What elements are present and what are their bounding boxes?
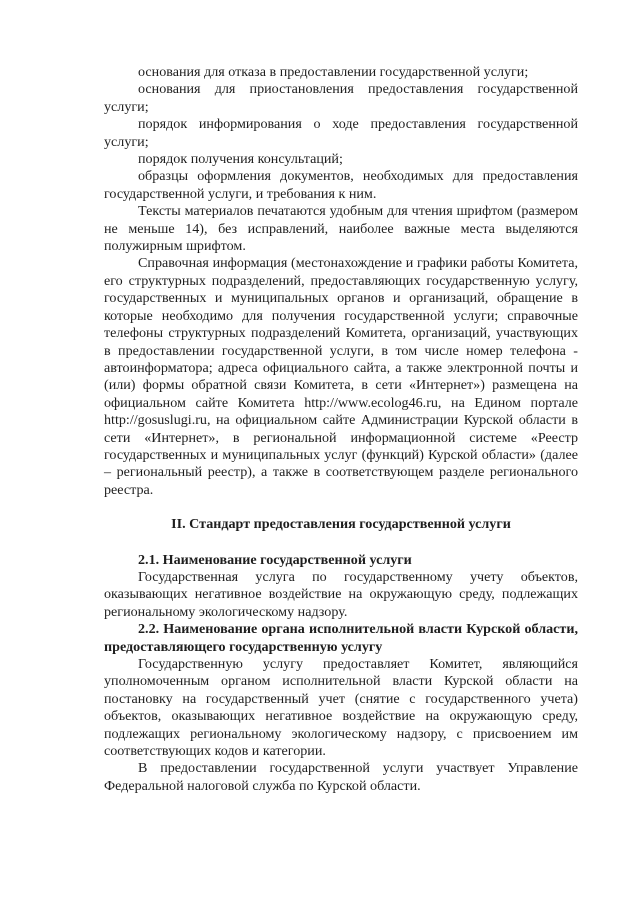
subsection-2-1-title: 2.1. Наименование государственной услуги <box>138 551 412 568</box>
paragraph-progress-info: порядок информирования о ходе предоставления государственной услуги; <box>104 116 578 150</box>
paragraph-text-materials: Тексты материалов печатаются удобным для чтения шрифтом (размером не меньше 14), без исправлений, наиболее важные места выделяются полужирным шрифтом. <box>104 203 578 255</box>
paragraph-consultations: порядок получения консультаций; <box>138 151 343 168</box>
paragraph-reference-info: Справочная информация (местонахождение и графики работы Комитета, его структурных подразделений, предоставляющих государственную услугу, государственных и муниципальных органов и организаций, обращение в которые необходимо для получения государственной услуги; справочные телефоны структурных подразделений Комитета, организаций, участвующих в предоставлении государственной услуги, в том числе номер телефона - автоинформатора; адреса официального сайта, а также электронной почты и (или) формы обратной связи Комитета, в сети «Интернет») размещена на официальном сайте Комитета http://www.ecolog46.ru, на Едином портале http://gosuslugi.ru, на официальном сайте Администрации Курской области в сети «Интернет», в региональной информационной системе «Реестр государственных и муниципальных услуг (функций) Курской области» (далее – региональный реестр), а также в соответствующем разделе регионального реестра. <box>104 255 578 498</box>
paragraph-document-samples: образцы оформления документов, необходимых для предоставления государственной услуги, и требования к ним. <box>104 168 578 202</box>
section-title: II. Стандарт предоставления государственной услуги <box>171 516 511 533</box>
subsection-2-2-title: 2.2. Наименование органа исполнительной власти Курской области, предоставляющего государственную услугу <box>104 621 578 655</box>
subsection-2-2-text-1: Государственную услугу предоставляет Комитет, являющийся уполномоченным органом исполнительной власти Курской области на постановку на государственный учет (снятие с государственного учета) объектов, оказывающих негативное воздействие на окружающую среду, подлежащих региональному экологическому надзору, с присвоением им соответствующих кодов и категории. <box>104 656 578 760</box>
subsection-2-2-text-2: В предоставлении государственной услуги участвует Управление Федеральной налоговой служба по Курской области. <box>104 760 578 794</box>
paragraph-refusal-grounds: основания для отказа в предоставлении государственной услуги; <box>138 64 529 80</box>
document-page <box>104 64 578 795</box>
paragraph-suspension-grounds: основания для приостановления предоставления государственной услуги; <box>104 81 578 115</box>
subsection-2-1-text: Государственная услуга по государственному учету объектов, оказывающих негативное воздействие на окружающую среду, подлежащих региональному экологическому надзору. <box>104 568 578 620</box>
